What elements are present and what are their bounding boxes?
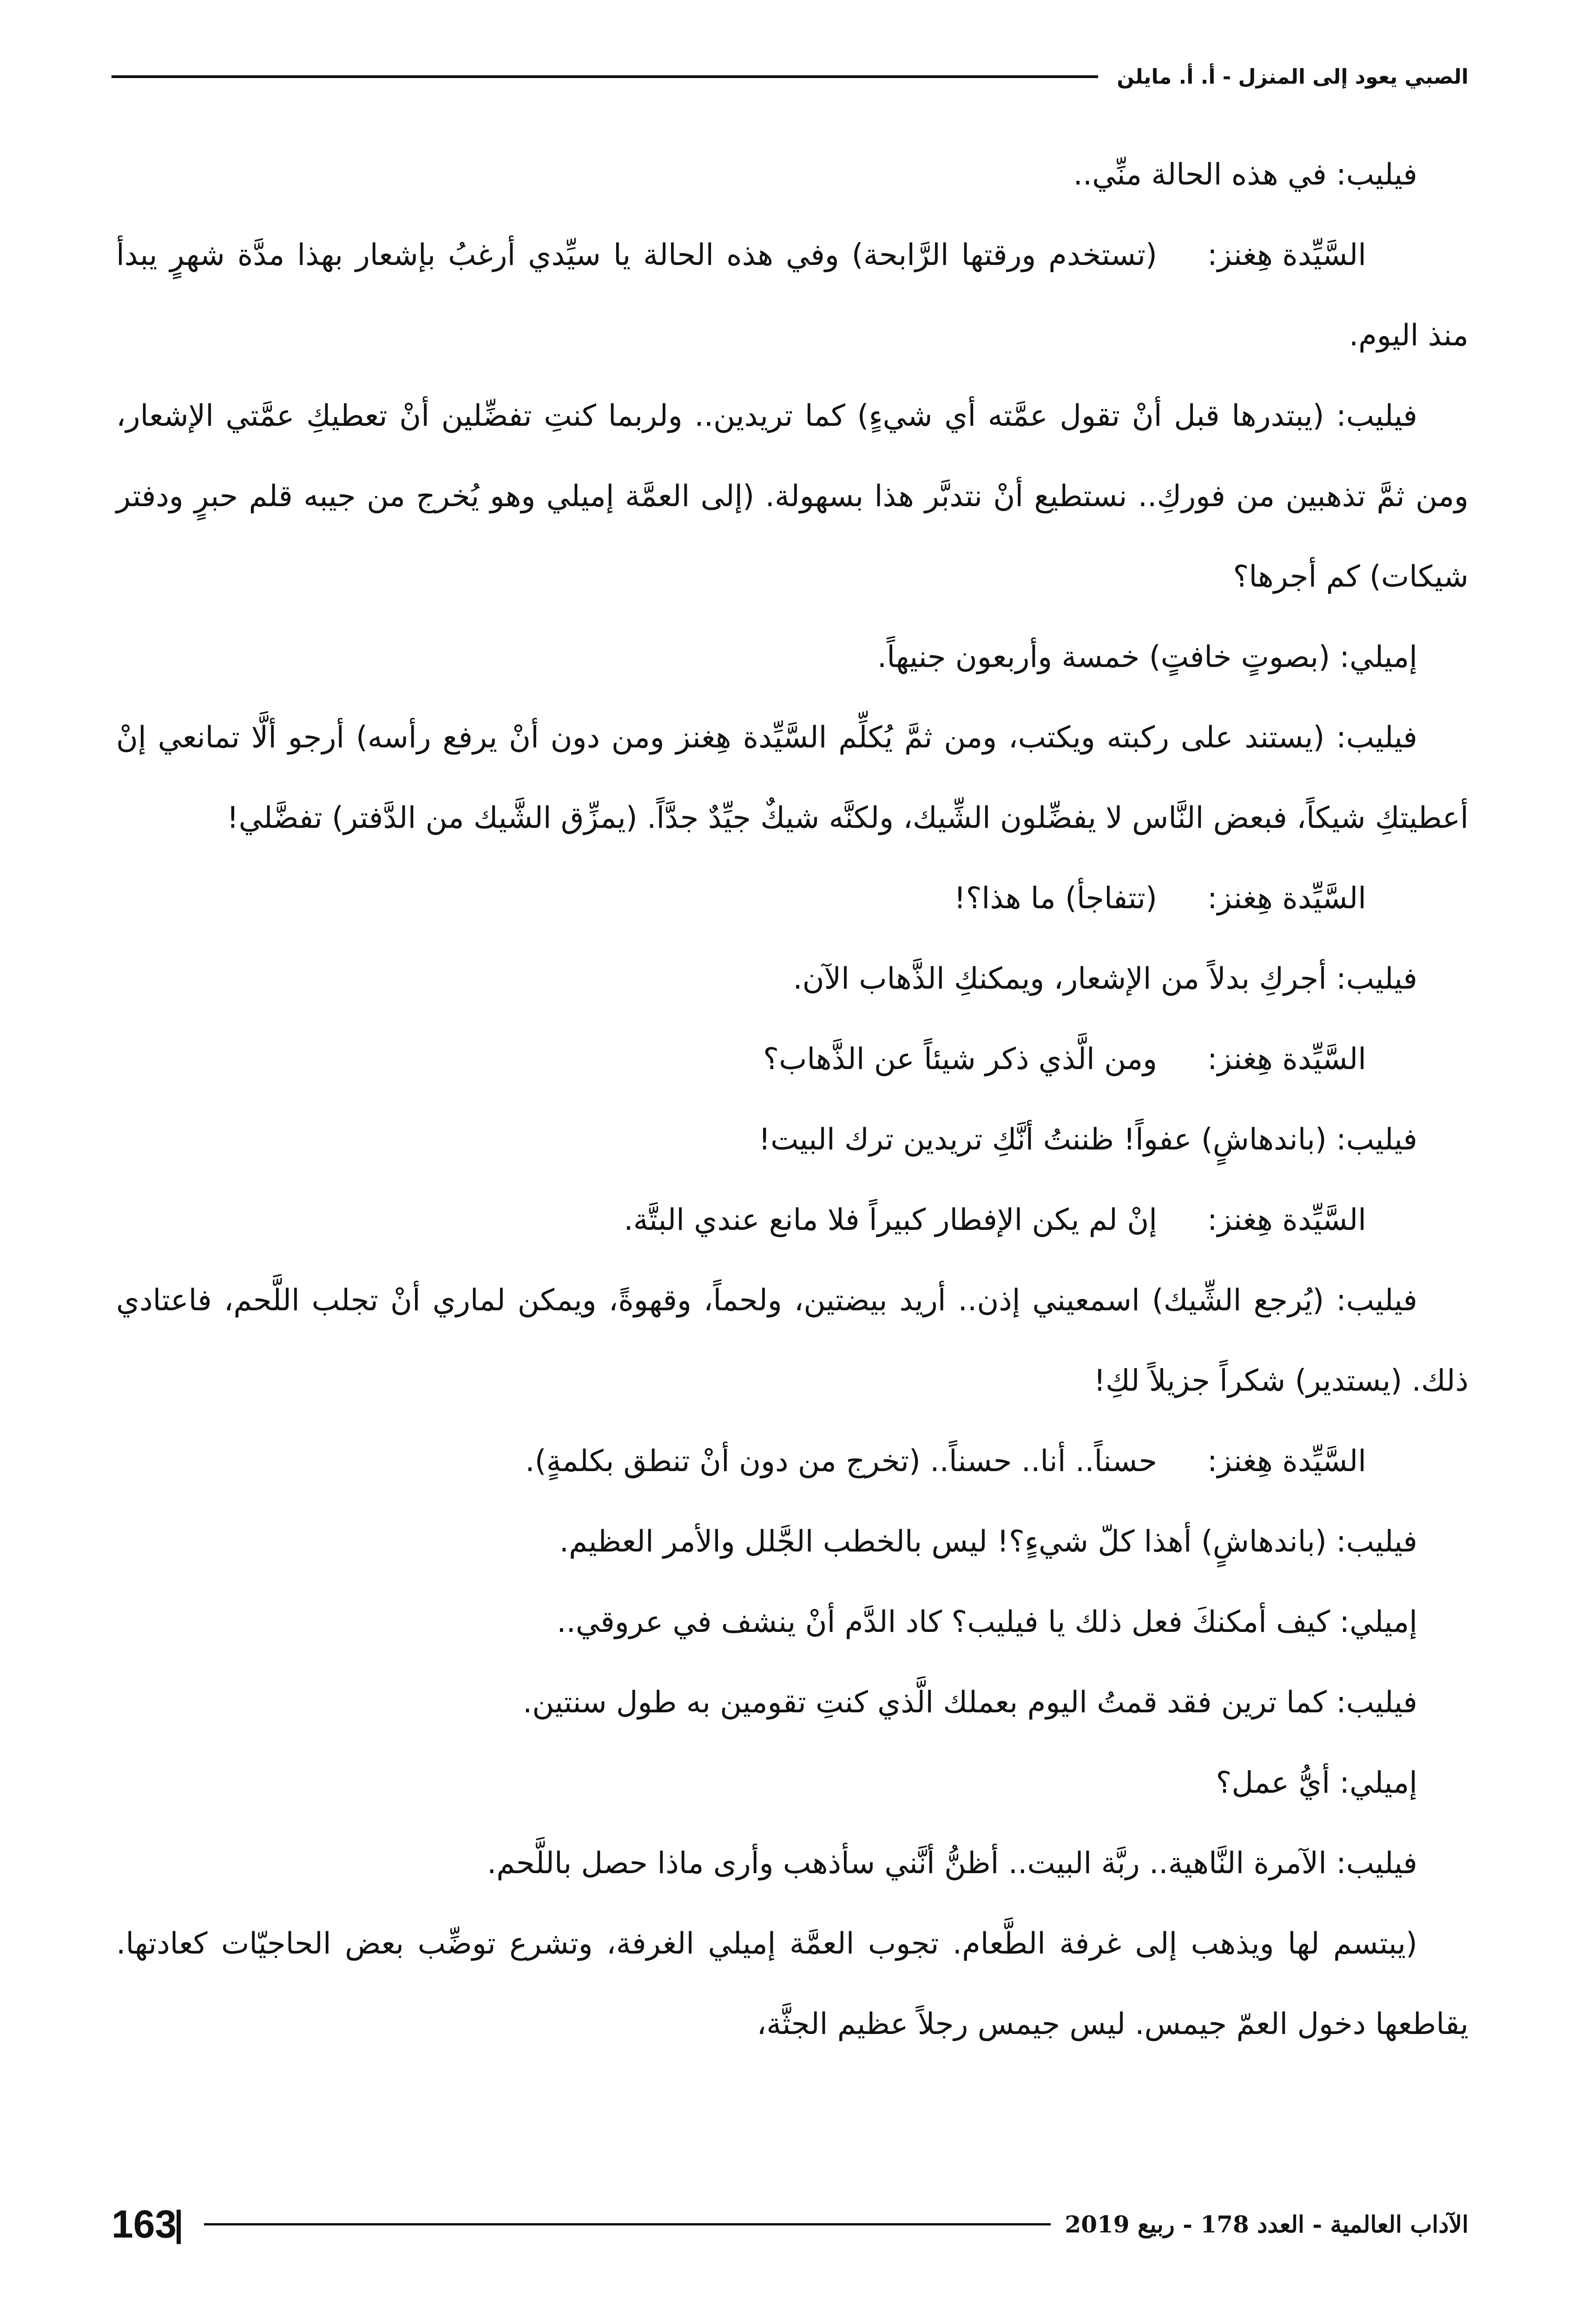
paragraph: [116, 617, 1468, 698]
speaker-name: السَّيِّدة هِغنز:: [1207, 1042, 1366, 1076]
paragraph: [116, 939, 1468, 1019]
dialogue-text: (باندهاشٍ) أهذا كلّ شيءٍ؟! ليس بالخطب الجَّلل والأمر العظيم.: [559, 1525, 1327, 1559]
dialogue-text: إنْ لم يكن الإفطار كبيراً فلا مانع عندي البتَّة.: [624, 1203, 1157, 1237]
paragraph: [116, 1421, 1468, 1502]
dialogue-text: ومن الَّذي ذكر شيئاً عن الذَّهاب؟: [763, 1042, 1157, 1076]
stage-direction: [116, 1904, 1468, 2065]
page-number-block: [112, 2202, 190, 2247]
page-footer: [112, 2199, 1468, 2250]
dialogue-text: كما ترين فقد قمتُ اليوم بعملك الَّذي كنتِ تقومين به طول سنتين.: [522, 1685, 1327, 1720]
dialogue-text: (يستند على ركبته ويكتب، ومن ثمَّ يُكلِّم السَّيِّدة هِغنز ومن دون أنْ يرفع رأسه) أرجو ألَّا تمانعي إنْ أعطيتكِ شيكاً، فبعض النَّاس لا يفضِّلون الشِّيك، ولكنَّه شيكٌ جيِّدٌ جدَّاً. (يمزِّق الشَّيك من الدَّفتر) تفضَّلي!: [116, 720, 1468, 835]
running-header: [112, 56, 1468, 98]
speaker-name: فيليب:: [1336, 962, 1417, 996]
header-rule: [112, 75, 1098, 78]
body-text: [116, 135, 1468, 2065]
dialogue-text: (تتفاجأ) ما هذا؟!: [954, 881, 1157, 916]
paragraph: [116, 1100, 1468, 1180]
paragraph: [116, 1180, 1468, 1261]
speaker-name: فيليب:: [1336, 720, 1418, 755]
paragraph: [116, 858, 1468, 939]
journal-issue-line: الآداب العالمية - العدد 178 - ربيع 2019: [1065, 2210, 1468, 2238]
dialogue-text: (يُرجع الشِّيك) اسمعيني إذن.. أريد بيضتين، ولحماً، وقهوةً، ويمكن لماري أنْ تجلب اللَّحم، فاعتادي ذلك. (يستدير) شكراً جزيلاً لكِ!: [116, 1283, 1468, 1398]
stage-direction-text: (يبتسم لها ويذهب إلى غرفة الطَّعام. تجوب العمَّة إميلي الغرفة، وتشرع توضِّب بعض الحاجيّات كعادتها. يقاطعها دخول العمّ جيمس. ليس جيمس رجلاً عظيم الجثَّة،: [116, 1927, 1468, 2041]
speaker-name: السَّيِّدة هِغنز:: [1207, 1444, 1366, 1479]
paragraph: [116, 1743, 1468, 1823]
dialogue-text: حسناً.. أنا.. حسناً.. (تخرج من دون أنْ تنطق بكلمةٍ).: [525, 1444, 1157, 1479]
speaker-name: فيليب:: [1336, 1846, 1417, 1881]
running-title: الصبي يعود إلى المنزل - أ. أ. مايلن: [1117, 65, 1468, 89]
speaker-name: السَّيِّدة هِغنز:: [1207, 881, 1366, 916]
paragraph: [116, 215, 1468, 376]
dialogue-text: في هذه الحالة منِّي..: [1073, 158, 1327, 192]
paragraph: [116, 1663, 1468, 1743]
speaker-name: فيليب:: [1336, 1525, 1417, 1559]
footer-rule: [204, 2223, 1051, 2225]
speaker-name: إميلي:: [1339, 640, 1417, 674]
speaker-name: فيليب:: [1336, 1283, 1418, 1318]
page-number: 163: [112, 2202, 177, 2246]
speaker-name: فيليب:: [1336, 158, 1417, 192]
paragraph: [116, 698, 1468, 858]
page-number-bar: [177, 2210, 181, 2244]
dialogue-text: أيُّ عمل؟: [1216, 1766, 1330, 1800]
paragraph: [116, 1502, 1468, 1582]
speaker-name: السَّيِّدة هِغنز:: [1207, 1203, 1366, 1237]
speaker-name: فيليب:: [1336, 1122, 1417, 1157]
paragraph: [116, 1823, 1468, 1904]
paragraph: [116, 1582, 1468, 1663]
paragraph: [116, 376, 1468, 617]
dialogue-text: (يبتدرها قبل أنْ تقول عمَّته أي شيءٍ) كما تريدين.. ولربما كنتِ تفضِّلين أنْ تعطيكِ عمَّتي الإشعار، ومن ثمَّ تذهبين من فوركِ.. نستطيع أنْ نتدبَّر هذا بسهولة. (إلى العمَّة إميلي وهو يُخرج من جيبه قلم حبرٍ ودفتر شيكات) كم أجرها؟: [116, 399, 1468, 594]
paragraph: [116, 1261, 1468, 1421]
dialogue-text: (بصوتٍ خافتٍ) خمسة وأربعون جنيهاً.: [877, 640, 1330, 674]
dialogue-text: (باندهاشٍ) عفواً! ظننتُ أنَّكِ تريدين ترك البيت!: [758, 1122, 1327, 1157]
dialogue-text: الآمرة النَّاهية.. ربَّة البيت.. أظنُّ أنَّني سأذهب وأرى ماذا حصل باللَّحم.: [487, 1846, 1327, 1881]
dialogue-text: كيف أمكنكَ فعل ذلك يا فيليب؟ كاد الدَّم أنْ ينشف في عروقي..: [557, 1605, 1330, 1639]
paragraph: [116, 135, 1468, 215]
dialogue-text: (تستخدم ورقتها الرَّابحة) وفي هذه الحالة يا سيِّدي أرغبُ بإشعار بهذا مدَّة شهرٍ يبدأ منذ اليوم.: [116, 238, 1468, 353]
speaker-name: السَّيِّدة هِغنز:: [1207, 238, 1366, 272]
speaker-name: إميلي:: [1339, 1766, 1417, 1800]
dialogue-text: أجركِ بدلاً من الإشعار، ويمكنكِ الذَّهاب الآن.: [793, 962, 1327, 996]
speaker-name: فيليب:: [1336, 399, 1418, 433]
paragraph: [116, 1019, 1468, 1100]
speaker-name: إميلي:: [1339, 1605, 1417, 1639]
speaker-name: فيليب:: [1336, 1685, 1417, 1720]
